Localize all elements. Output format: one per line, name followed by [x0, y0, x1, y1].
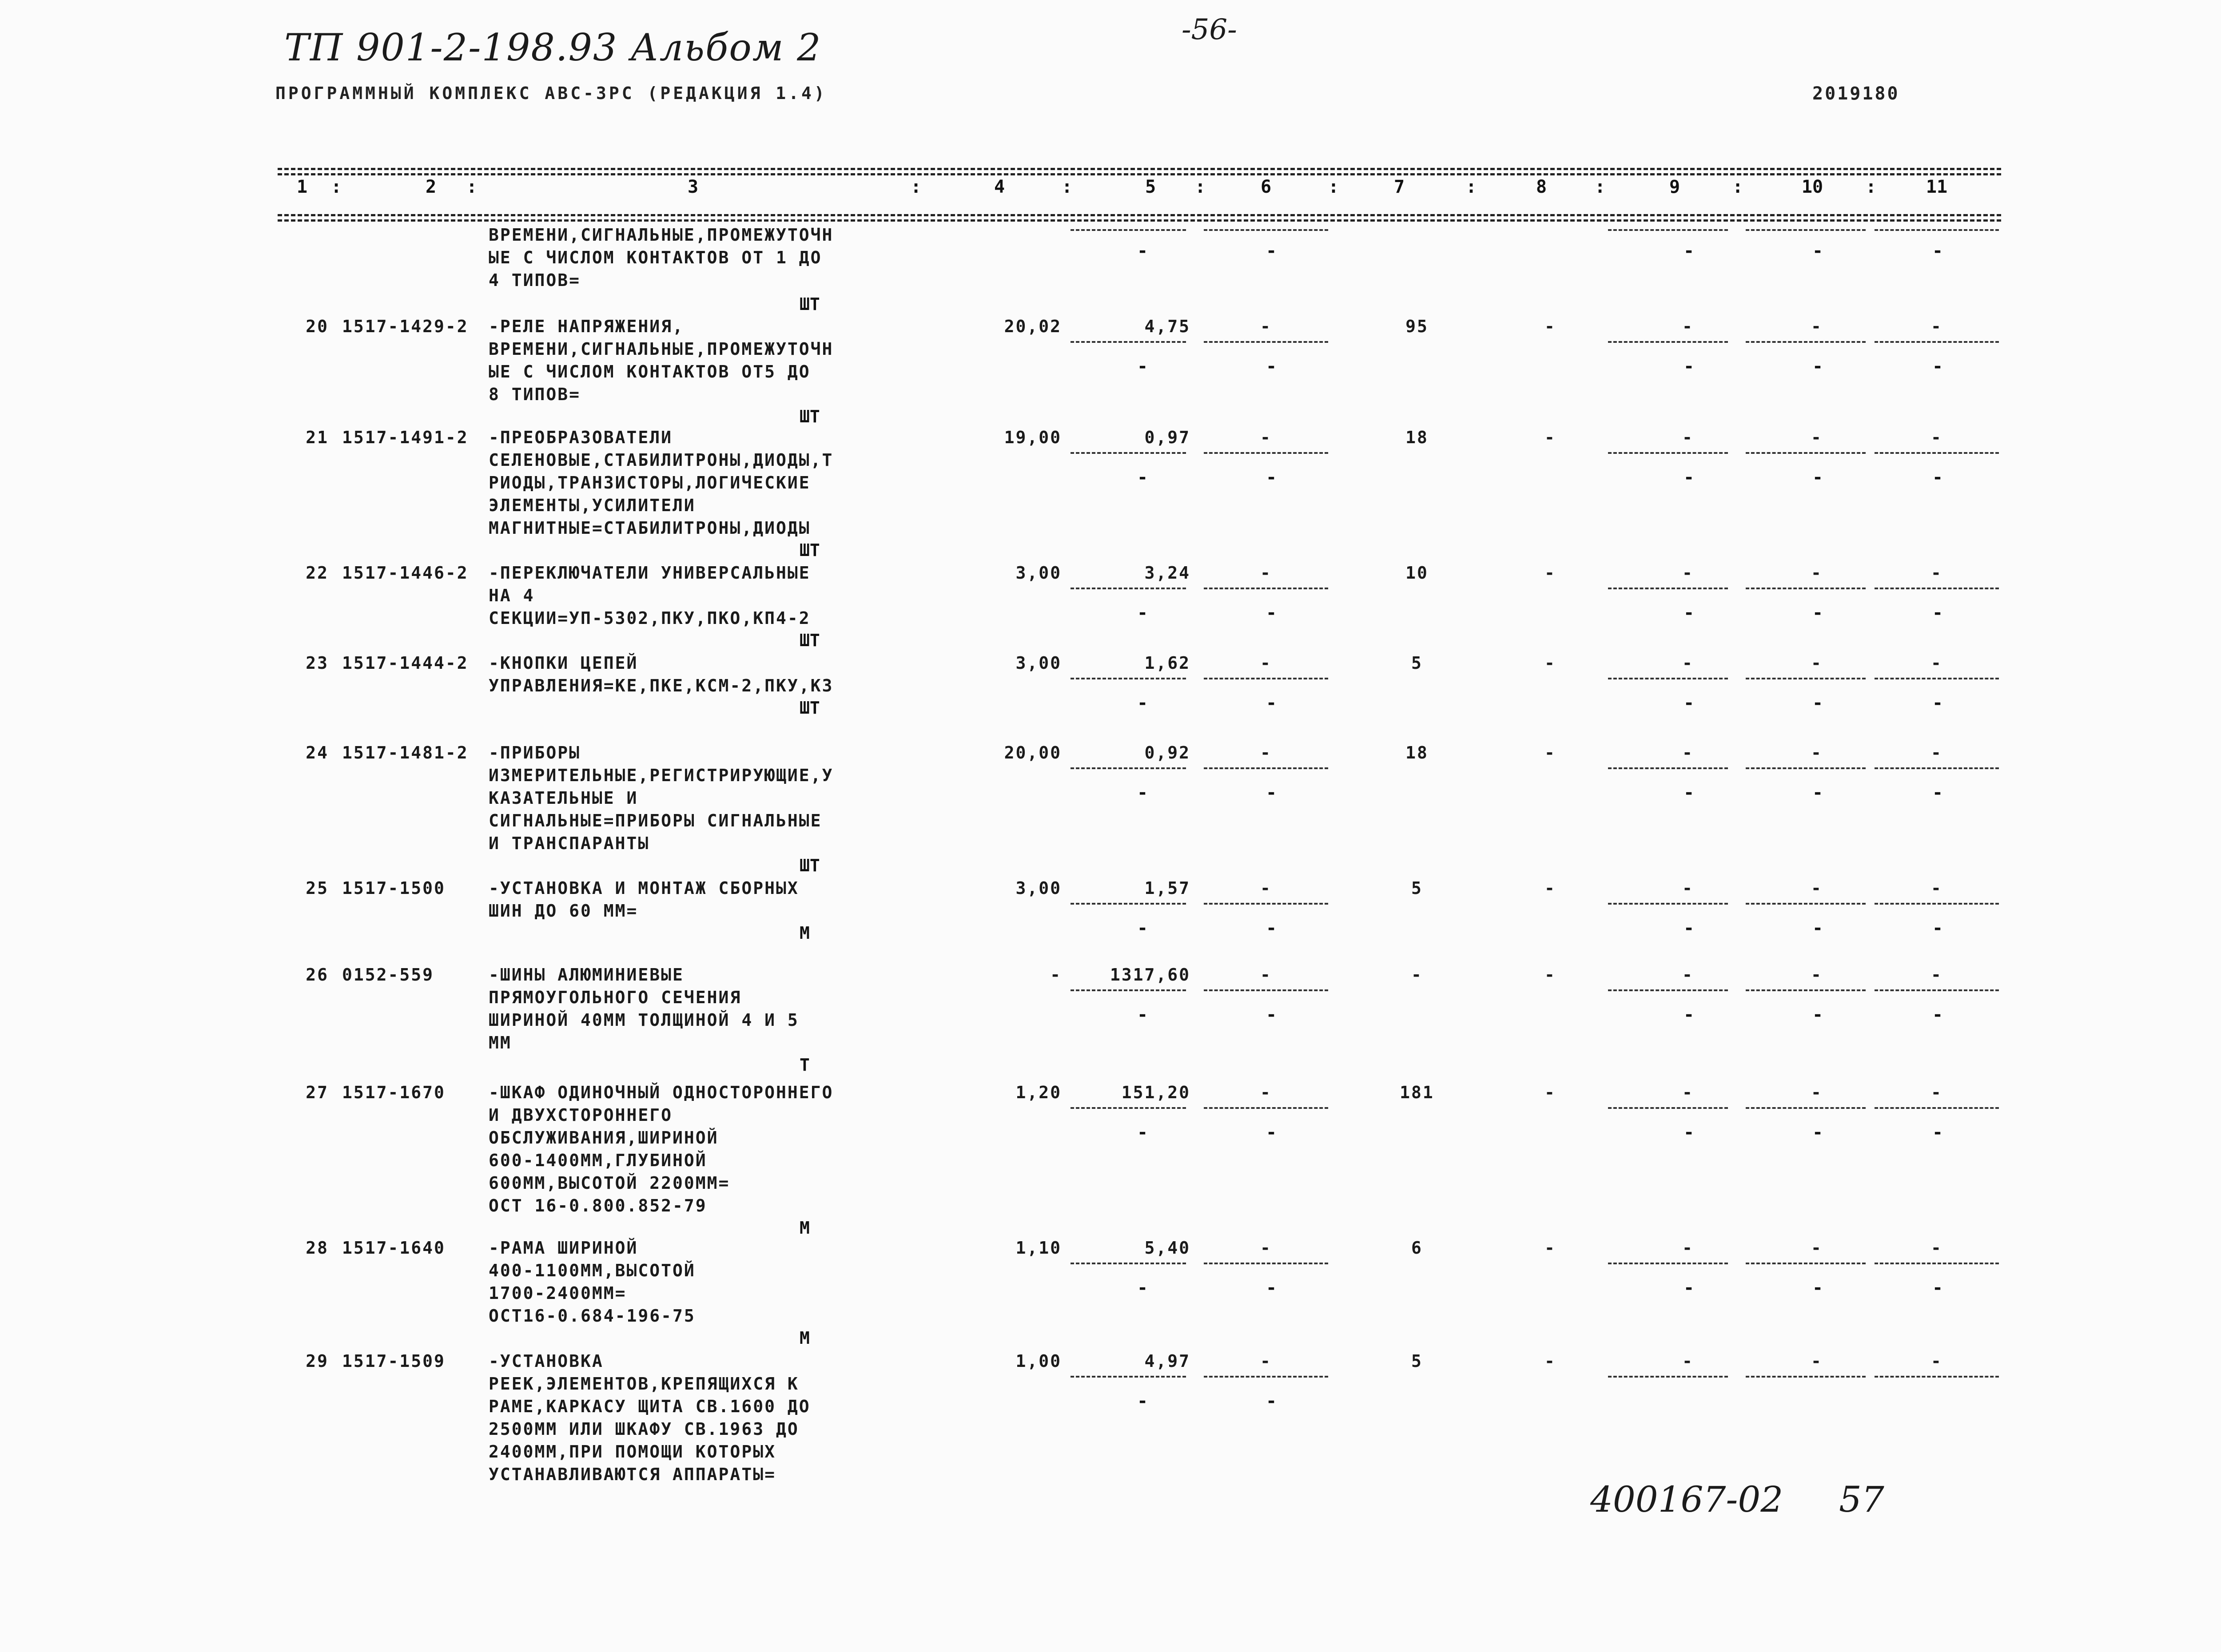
cell-c6: -: [1260, 1351, 1272, 1371]
header-bottom-rule-2: [278, 219, 2001, 222]
cell-sub-s5: -: [1137, 1278, 1148, 1298]
subtotal-rule: [1204, 903, 1328, 905]
subtotal-rule: [1746, 1263, 1866, 1264]
subtotal-rule: [1071, 678, 1186, 679]
row-description: -РЕЛЕ НАПРЯЖЕНИЯ, ВРЕМЕНИ,СИГНАЛЬНЫЕ,ПРОМЕЖУТОЧН ЫЕ С ЧИСЛОМ КОНТАКТОВ ОТ5 ДО 8 ТИПОВ=: [489, 317, 834, 404]
subtotal-rule: [1746, 588, 1866, 589]
cell-sub-s9: -: [1684, 603, 1695, 623]
cell-c8: -: [1544, 878, 1556, 898]
row-unit: ШТ: [800, 698, 820, 718]
column-separator: :: [1466, 177, 1477, 197]
subtotal-rule: [1071, 767, 1186, 769]
cell-c7: 18: [1405, 428, 1429, 447]
cell-c10: -: [1811, 1351, 1823, 1371]
program-line: ПРОГРАММНЫЙ КОМПЛЕКС АВС-3РС (РЕДАКЦИЯ 1.4): [275, 83, 827, 103]
cell-c4: 1,10: [1015, 1238, 1062, 1258]
cell-c4: 1,20: [1015, 1083, 1062, 1102]
cell-c11: -: [1931, 317, 1942, 336]
column-separator: :: [1595, 177, 1606, 197]
cell-sub-s9: -: [1684, 241, 1695, 261]
cell-sub-s6: -: [1266, 603, 1277, 623]
cell-sub-s9: -: [1684, 782, 1695, 803]
subtotal-rule: [1875, 989, 1999, 991]
cell-c7: 5: [1411, 878, 1423, 898]
column-header-6: 6: [1260, 177, 1272, 197]
cell-sub-s9: -: [1684, 1122, 1695, 1143]
row-number: 22: [306, 563, 329, 583]
cell-c8: -: [1544, 743, 1556, 762]
subtotal-rule: [1875, 767, 1999, 769]
column-header-10: 10: [1801, 177, 1823, 197]
subtotal-rule: [1608, 588, 1728, 589]
cell-c11: -: [1931, 653, 1942, 673]
cell-c6: -: [1260, 743, 1272, 762]
cell-sub-s11: -: [1932, 467, 1943, 488]
cell-sub-s6: -: [1266, 467, 1277, 488]
cell-c7: 5: [1411, 1351, 1423, 1371]
column-header-7: 7: [1393, 177, 1405, 197]
cell-c4: 20,00: [1004, 743, 1062, 762]
cell-c8: -: [1544, 317, 1556, 336]
cell-sub-s6: -: [1266, 1391, 1277, 1411]
row-description: -ПРИБОРЫ ИЗМЕРИТЕЛЬНЫЕ,РЕГИСТРИРУЮЩИЕ,У КАЗАТЕЛЬНЫЕ И СИГНАЛЬНЫЕ=ПРИБОРЫ СИГНАЛЬНЫЕ И ТРАНСПАРАНТЫ: [489, 743, 834, 853]
row-number: 27: [306, 1083, 329, 1102]
subtotal-rule: [1875, 1376, 1999, 1378]
cell-sub-s6: -: [1266, 693, 1277, 713]
cell-sub-s10: -: [1812, 241, 1823, 261]
cell-c6: -: [1260, 317, 1272, 336]
footer-page: 57: [1839, 1479, 1884, 1520]
cell-c10: -: [1811, 965, 1823, 985]
subtotal-rule: [1608, 989, 1728, 991]
cell-sub-s11: -: [1932, 603, 1943, 623]
cell-c4: 1,00: [1015, 1351, 1062, 1371]
cell-c5: 0,97: [1144, 428, 1190, 447]
subtotal-rule: [1071, 588, 1186, 589]
cell-sub-s11: -: [1932, 1278, 1943, 1298]
cell-c9: -: [1682, 743, 1694, 762]
cell-sub-s11: -: [1932, 356, 1943, 377]
subtotal-rule: [1608, 1263, 1728, 1264]
column-separator: :: [1732, 177, 1743, 197]
subtotal-rule: [1608, 229, 1728, 231]
row-code: 1517-1446-2: [342, 563, 469, 583]
cell-c11: -: [1931, 428, 1942, 447]
row-description: ВРЕМЕНИ,СИГНАЛЬНЫЕ,ПРОМЕЖУТОЧН ЫЕ С ЧИСЛОМ КОНТАКТОВ ОТ 1 ДО 4 ТИПОВ=: [489, 225, 834, 290]
cell-c10: -: [1811, 563, 1823, 583]
cell-c7: 181: [1400, 1083, 1434, 1102]
subtotal-rule: [1071, 229, 1186, 231]
subtotal-rule: [1071, 1376, 1186, 1378]
cell-c10: -: [1811, 428, 1823, 447]
cell-c9: -: [1682, 1238, 1694, 1258]
subtotal-rule: [1746, 989, 1866, 991]
row-unit: ШТ: [800, 856, 820, 875]
cell-c6: -: [1260, 428, 1272, 447]
cell-sub-s10: -: [1812, 693, 1823, 713]
cell-sub-s5: -: [1137, 1005, 1148, 1025]
cell-c8: -: [1544, 428, 1556, 447]
column-header-4: 4: [994, 177, 1005, 197]
row-description: -УСТАНОВКА И МОНТАЖ СБОРНЫХ ШИН ДО 60 ММ=: [489, 878, 799, 921]
column-header: [278, 177, 2001, 203]
column-separator: :: [331, 177, 342, 197]
row-unit: ШТ: [800, 631, 820, 650]
cell-c9: -: [1682, 1083, 1694, 1102]
cell-c4: 3,00: [1015, 563, 1062, 583]
subtotal-rule: [1204, 452, 1328, 454]
cell-c10: -: [1811, 743, 1823, 762]
cell-c5: 151,20: [1121, 1083, 1190, 1102]
row-description: -ШИНЫ АЛЮМИНИЕВЫЕ ПРЯМОУГОЛЬНОГО СЕЧЕНИЯ ШИРИНОЙ 40ММ ТОЛЩИНОЙ 4 И 5 ММ: [489, 965, 799, 1052]
cell-sub-s5: -: [1137, 918, 1148, 938]
cell-sub-s9: -: [1684, 1005, 1695, 1025]
cell-c4: 3,00: [1015, 653, 1062, 673]
cell-sub-s9: -: [1684, 467, 1695, 488]
subtotal-rule: [1071, 341, 1186, 343]
cell-c7: 18: [1405, 743, 1429, 762]
row-number: 24: [306, 743, 329, 762]
subtotal-rule: [1746, 767, 1866, 769]
cell-c8: -: [1544, 965, 1556, 985]
cell-c8: -: [1544, 1238, 1556, 1258]
cell-c6: -: [1260, 965, 1272, 985]
subtotal-rule: [1204, 1376, 1328, 1378]
cell-c10: -: [1811, 878, 1823, 898]
cell-sub-s10: -: [1812, 918, 1823, 938]
cell-c9: -: [1682, 317, 1694, 336]
subtotal-rule: [1875, 678, 1999, 679]
row-description: -ПЕРЕКЛЮЧАТЕЛИ УНИВЕРСАЛЬНЫЕ НА 4 СЕКЦИИ=УП-5302,ПКУ,ПКО,КП4-2: [489, 563, 811, 628]
cell-c6: -: [1260, 1083, 1272, 1102]
row-number: 21: [306, 428, 329, 447]
cell-c11: -: [1931, 1083, 1942, 1102]
subtotal-rule: [1608, 903, 1728, 905]
cell-c4: 3,00: [1015, 878, 1062, 898]
cell-c4: -: [1050, 965, 1062, 985]
row-code: 1517-1500: [342, 878, 446, 898]
row-unit: М: [800, 923, 810, 943]
cell-c11: -: [1931, 965, 1942, 985]
cell-sub-s11: -: [1932, 918, 1943, 938]
subtotal-rule: [1071, 989, 1186, 991]
cell-sub-s6: -: [1266, 1122, 1277, 1143]
cell-sub-s6: -: [1266, 918, 1277, 938]
row-description: -ПРЕОБРАЗОВАТЕЛИ СЕЛЕНОВЫЕ,СТАБИЛИТРОНЫ,ДИОДЫ,Т РИОДЫ,ТРАНЗИСТОРЫ,ЛОГИЧЕСКИЕ ЭЛЕМЕНТЫ,УСИЛИТЕЛИ МАГНИТНЫЕ=СТАБИЛИТРОНЫ,ДИОДЫ: [489, 428, 834, 538]
subtotal-rule: [1875, 452, 1999, 454]
cell-sub-s6: -: [1266, 1278, 1277, 1298]
row-unit: М: [800, 1328, 810, 1348]
cell-c9: -: [1682, 428, 1694, 447]
cell-c10: -: [1811, 317, 1823, 336]
row-unit: ШТ: [800, 407, 820, 426]
cell-sub-s5: -: [1137, 356, 1148, 377]
cell-c9: -: [1682, 965, 1694, 985]
cell-sub-s5: -: [1137, 603, 1148, 623]
cell-sub-s10: -: [1812, 1005, 1823, 1025]
cell-sub-s11: -: [1932, 241, 1943, 261]
cell-sub-s11: -: [1932, 1122, 1943, 1143]
subtotal-rule: [1071, 1107, 1186, 1109]
row-number: 23: [306, 653, 329, 673]
cell-c10: -: [1811, 1238, 1823, 1258]
cell-sub-s11: -: [1932, 693, 1943, 713]
subtotal-rule: [1875, 341, 1999, 343]
cell-c8: -: [1544, 653, 1556, 673]
cell-c6: -: [1260, 653, 1272, 673]
row-code: 1517-1640: [342, 1238, 446, 1258]
cell-c5: 0,92: [1144, 743, 1190, 762]
cell-c9: -: [1682, 1351, 1694, 1371]
subtotal-rule: [1204, 678, 1328, 679]
column-header-5: 5: [1145, 177, 1156, 197]
subtotal-rule: [1204, 588, 1328, 589]
subtotal-rule: [1746, 1107, 1866, 1109]
subtotal-rule: [1608, 452, 1728, 454]
cell-sub-s5: -: [1137, 693, 1148, 713]
subtotal-rule: [1204, 341, 1328, 343]
row-number: 20: [306, 317, 329, 336]
cell-c5: 1,57: [1144, 878, 1190, 898]
cell-c5: 5,40: [1144, 1238, 1190, 1258]
page-number: -56-: [1182, 13, 1237, 46]
cell-sub-s10: -: [1812, 467, 1823, 488]
cell-c7: 10: [1405, 563, 1429, 583]
subtotal-rule: [1746, 1376, 1866, 1378]
row-number: 29: [306, 1351, 329, 1371]
cell-sub-s5: -: [1137, 1391, 1148, 1411]
cell-c5: 4,75: [1144, 317, 1190, 336]
subtotal-rule: [1608, 678, 1728, 679]
row-number: 25: [306, 878, 329, 898]
subtotal-rule: [1608, 1376, 1728, 1378]
column-header-11: 11: [1926, 177, 1948, 197]
subtotal-rule: [1204, 767, 1328, 769]
subtotal-rule: [1071, 452, 1186, 454]
subtotal-rule: [1071, 903, 1186, 905]
cell-c5: 3,24: [1144, 563, 1190, 583]
cell-sub-s11: -: [1932, 782, 1943, 803]
cell-c11: -: [1931, 743, 1942, 762]
subtotal-rule: [1608, 341, 1728, 343]
subtotal-rule: [1204, 1263, 1328, 1264]
cell-c9: -: [1682, 878, 1694, 898]
cell-c7: 6: [1411, 1238, 1423, 1258]
row-unit: М: [800, 1218, 810, 1238]
row-description: -КНОПКИ ЦЕПЕЙ УПРАВЛЕНИЯ=КЕ,ПКЕ,КСМ-2,ПКУ,КЗ: [489, 653, 834, 695]
cell-c4: 19,00: [1004, 428, 1062, 447]
row-code: 1517-1429-2: [342, 317, 469, 336]
cell-c9: -: [1682, 653, 1694, 673]
cell-sub-s6: -: [1266, 1005, 1277, 1025]
cell-c7: 95: [1405, 317, 1429, 336]
subtotal-rule: [1875, 1107, 1999, 1109]
column-separator: :: [1195, 177, 1206, 197]
subtotal-rule: [1204, 229, 1328, 231]
cell-c11: -: [1931, 1238, 1942, 1258]
cell-c4: 20,02: [1004, 317, 1062, 336]
row-code: 1517-1509: [342, 1351, 446, 1371]
row-code: 1517-1670: [342, 1083, 446, 1102]
subtotal-rule: [1071, 1263, 1186, 1264]
cell-c6: -: [1260, 1238, 1272, 1258]
column-header-2: 2: [425, 177, 437, 197]
cell-sub-s6: -: [1266, 241, 1277, 261]
cell-c10: -: [1811, 653, 1823, 673]
header-bottom-rule: [278, 214, 2001, 216]
cell-sub-s10: -: [1812, 356, 1823, 377]
column-header-8: 8: [1536, 177, 1547, 197]
cell-c8: -: [1544, 1351, 1556, 1371]
cell-sub-s5: -: [1137, 1122, 1148, 1143]
subtotal-rule: [1204, 989, 1328, 991]
subtotal-rule: [1608, 1107, 1728, 1109]
cell-sub-s9: -: [1684, 693, 1695, 713]
cell-c8: -: [1544, 1083, 1556, 1102]
table-top-rule-2: [278, 173, 2001, 175]
row-number: 28: [306, 1238, 329, 1258]
cell-c5: 1,62: [1144, 653, 1190, 673]
column-separator: :: [466, 177, 478, 197]
subtotal-rule: [1746, 678, 1866, 679]
cell-sub-s6: -: [1266, 782, 1277, 803]
subtotal-rule: [1608, 767, 1728, 769]
column-header-9: 9: [1669, 177, 1680, 197]
row-unit: ШТ: [800, 540, 820, 560]
row-unit: Т: [800, 1055, 810, 1075]
cell-c7: -: [1411, 965, 1423, 985]
cell-sub-s6: -: [1266, 356, 1277, 377]
subtotal-rule: [1875, 229, 1999, 231]
cell-sub-s10: -: [1812, 1122, 1823, 1143]
cell-c8: -: [1544, 563, 1556, 583]
cell-sub-s10: -: [1812, 603, 1823, 623]
cell-c5: 1317,60: [1110, 965, 1190, 985]
row-unit: ШТ: [800, 294, 820, 314]
row-description: -ШКАФ ОДИНОЧНЫЙ ОДНОСТОРОННЕГО И ДВУХСТОРОННЕГО ОБСЛУЖИВАНИЯ,ШИРИНОЙ 600-1400ММ,ГЛУБИНОЙ 600ММ,ВЫСОТОЙ 2200ММ= ОСТ 16-0.800.852-79: [489, 1083, 834, 1215]
cell-sub-s10: -: [1812, 782, 1823, 803]
cell-c11: -: [1931, 878, 1942, 898]
column-header-3: 3: [687, 177, 699, 197]
subtotal-rule: [1746, 903, 1866, 905]
subtotal-rule: [1746, 452, 1866, 454]
column-separator: :: [911, 177, 922, 197]
cell-c5: 4,97: [1144, 1351, 1190, 1371]
cell-sub-s5: -: [1137, 782, 1148, 803]
row-description: -УСТАНОВКА РЕЕК,ЭЛЕМЕНТОВ,КРЕПЯЩИХСЯ К РАМЕ,КАРКАСУ ЩИТА СВ.1600 ДО 2500ММ ИЛИ ШКАФУ СВ.1963 ДО 2400ММ,ПРИ ПОМОЩИ КОТОРЫХ УСТАНАВЛИВАЮТСЯ АППАРАТЫ=: [489, 1351, 811, 1484]
cell-c6: -: [1260, 563, 1272, 583]
cell-sub-s9: -: [1684, 918, 1695, 938]
subtotal-rule: [1746, 341, 1866, 343]
subtotal-rule: [1204, 1107, 1328, 1109]
handwritten-title: ТП 901-2-198.93 Альбом 2: [284, 26, 822, 69]
column-separator: :: [1866, 177, 1877, 197]
cell-c6: -: [1260, 878, 1272, 898]
subtotal-rule: [1875, 1263, 1999, 1264]
cell-sub-s10: -: [1812, 1278, 1823, 1298]
column-separator: :: [1328, 177, 1339, 197]
row-description: -РАМА ШИРИНОЙ 400-1100ММ,ВЫСОТОЙ 1700-2400ММ= ОСТ16-0.684-196-75: [489, 1238, 696, 1326]
cell-sub-s9: -: [1684, 1278, 1695, 1298]
cell-sub-s11: -: [1932, 1005, 1943, 1025]
row-code: 1517-1481-2: [342, 743, 469, 762]
subtotal-rule: [1746, 229, 1866, 231]
doc-code: 2019180: [1812, 83, 1900, 104]
cell-sub-s9: -: [1684, 356, 1695, 377]
cell-c9: -: [1682, 563, 1694, 583]
cell-sub-s5: -: [1137, 241, 1148, 261]
subtotal-rule: [1875, 903, 1999, 905]
subtotal-rule: [1875, 588, 1999, 589]
cell-c11: -: [1931, 563, 1942, 583]
row-code: 1517-1444-2: [342, 653, 469, 673]
footer-note: 400167-02: [1590, 1479, 1783, 1520]
row-number: 26: [306, 965, 329, 985]
cell-c7: 5: [1411, 653, 1423, 673]
row-code: 1517-1491-2: [342, 428, 469, 447]
column-header-1: 1: [296, 177, 308, 197]
cell-c11: -: [1931, 1351, 1942, 1371]
row-code: 0152-559: [342, 965, 434, 985]
cell-sub-s5: -: [1137, 467, 1148, 488]
cell-c10: -: [1811, 1083, 1823, 1102]
table-top-rule-1: [278, 168, 2001, 170]
column-separator: :: [1062, 177, 1073, 197]
